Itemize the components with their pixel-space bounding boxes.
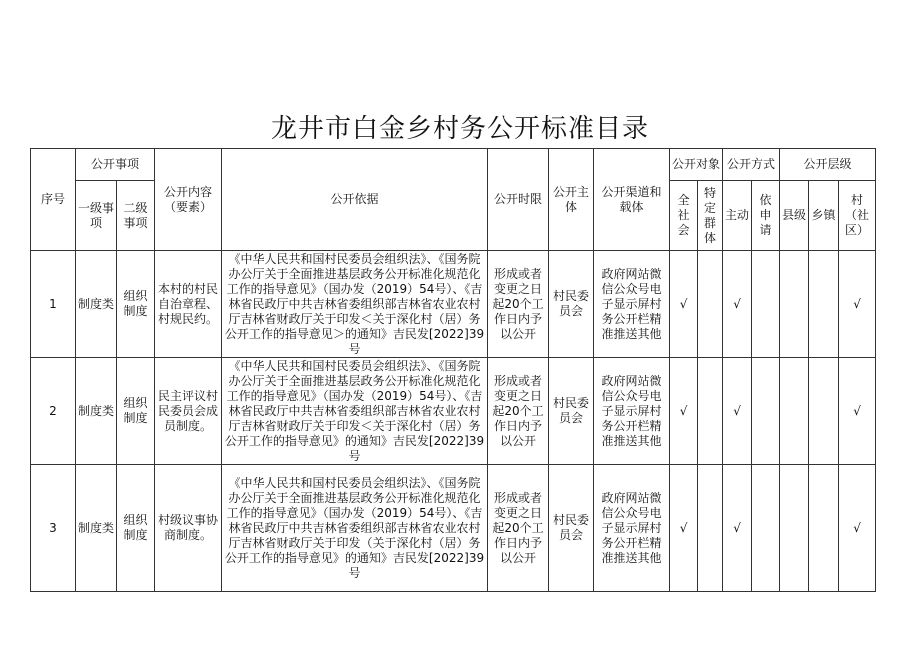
row-subject: 村民委员会: [549, 251, 594, 358]
row-seq: 3: [31, 465, 76, 592]
header-items: 公开事项: [76, 149, 155, 181]
header-level1: 一级事项: [76, 181, 117, 251]
row-level1: 制度类: [76, 251, 117, 358]
row-subject: 村民委员会: [549, 465, 594, 592]
row-target-specific: [698, 358, 723, 465]
row-basis: 《中华人民共和国村民委员会组织法》、《国务院办公厅关于全面推进基层政务公开标准化规范化工作的指导意见》（国办发（2019）54号）、《吉林省民政厅中共吉林省委组织部吉林省农业农村厅吉林省财政厅关于印发（关于深化村（居）务公开工作的指导意见》的通知》吉民发[2022]39号: [222, 465, 488, 592]
header-basis: 公开依据: [222, 149, 488, 251]
row-time: 形成或者变更之日起20个工作日内予以公开: [488, 465, 549, 592]
row-layer-village: √: [839, 358, 876, 465]
row-time: 形成或者变更之日起20个工作日内予以公开: [488, 358, 549, 465]
row-level2: 组织制度: [117, 251, 155, 358]
page-title: 龙井市白金乡村务公开标准目录: [270, 114, 649, 144]
row-method-request: [752, 358, 780, 465]
row-basis: 《中华人民共和国村民委员会组织法》、《国务院办公厅关于全面推进基层政务公开标准化规范化工作的指导意见》（国办发（2019）54号）、《吉林省民政厅中共吉林省委组织部吉林省农业农村厅吉林省财政厅关于印发＜关于深化村（居）务公开工作的指导意见》的通知》吉民发[2022]39号: [222, 358, 488, 465]
row-layer-town: [809, 251, 839, 358]
row-method-active: √: [723, 358, 752, 465]
row-basis: 《中华人民共和国村民委员会组织法》、《国务院办公厅关于全面推进基层政务公开标准化规范化工作的指导意见》（国办发（2019）54号）、《吉林省民政厅中共吉林省委组织部吉林省农业农村厅吉林省财政厅关于印发＜关于深化村（居）务公开工作的指导意见＞的通知》吉民发[2022]39号: [222, 251, 488, 358]
row-layer-village: √: [839, 251, 876, 358]
row-target-all: √: [670, 358, 698, 465]
header-layer-town: 乡镇: [809, 181, 839, 251]
row-channel: 政府网站微信公众号电子显示屏村务公开栏精准推送其他: [594, 251, 670, 358]
table-row: [31, 251, 876, 358]
header-method-active: 主动: [723, 181, 752, 251]
row-time: 形成或者变更之日起20个工作日内予以公开: [488, 251, 549, 358]
row-layer-county: [780, 465, 809, 592]
row-layer-town: [809, 358, 839, 465]
row-layer-county: [780, 358, 809, 465]
row-target-specific: [698, 251, 723, 358]
row-level1: 制度类: [76, 465, 117, 592]
header-layer-county: 县级: [780, 181, 809, 251]
header-method-request: 依申请: [752, 181, 780, 251]
row-method-active: √: [723, 251, 752, 358]
header-method: 公开方式: [723, 149, 780, 181]
row-method-active: √: [723, 465, 752, 592]
row-channel: 政府网站微信公众号电子显示屏村务公开栏精准推送其他: [594, 358, 670, 465]
row-layer-village: √: [839, 465, 876, 592]
table-row: [31, 465, 876, 592]
row-seq: 2: [31, 358, 76, 465]
catalog-table: [30, 148, 876, 592]
row-layer-town: [809, 465, 839, 592]
header-seq: 序号: [31, 149, 76, 251]
row-method-request: [752, 251, 780, 358]
header-content: 公开内容（要素）: [155, 149, 222, 251]
row-level2: 组织制度: [117, 358, 155, 465]
row-subject: 村民委员会: [549, 358, 594, 465]
header-channel: 公开渠道和载体: [594, 149, 670, 251]
row-content: 本村的村民自治章程、村规民约。: [155, 251, 222, 358]
row-channel: 政府网站微信公众号电子显示屏村务公开栏精准推送其他: [594, 465, 670, 592]
row-target-all: √: [670, 465, 698, 592]
header-row-1: [31, 149, 876, 181]
header-subject: 公开主体: [549, 149, 594, 251]
header-target-specific: 特定群体: [698, 181, 723, 251]
row-layer-county: [780, 251, 809, 358]
row-seq: 1: [31, 251, 76, 358]
row-method-request: [752, 465, 780, 592]
row-target-specific: [698, 465, 723, 592]
header-target: 公开对象: [670, 149, 723, 181]
header-layer: 公开层级: [780, 149, 876, 181]
row-level2: 组织制度: [117, 465, 155, 592]
header-time: 公开时限: [488, 149, 549, 251]
row-content: 村级议事协商制度。: [155, 465, 222, 592]
table-row: [31, 358, 876, 465]
header-target-all: 全社会: [670, 181, 698, 251]
header-level2: 二级事项: [117, 181, 155, 251]
header-layer-village: 村（社区）: [839, 181, 876, 251]
row-level1: 制度类: [76, 358, 117, 465]
row-content: 民主评议村民委员会成员制度。: [155, 358, 222, 465]
row-target-all: √: [670, 251, 698, 358]
